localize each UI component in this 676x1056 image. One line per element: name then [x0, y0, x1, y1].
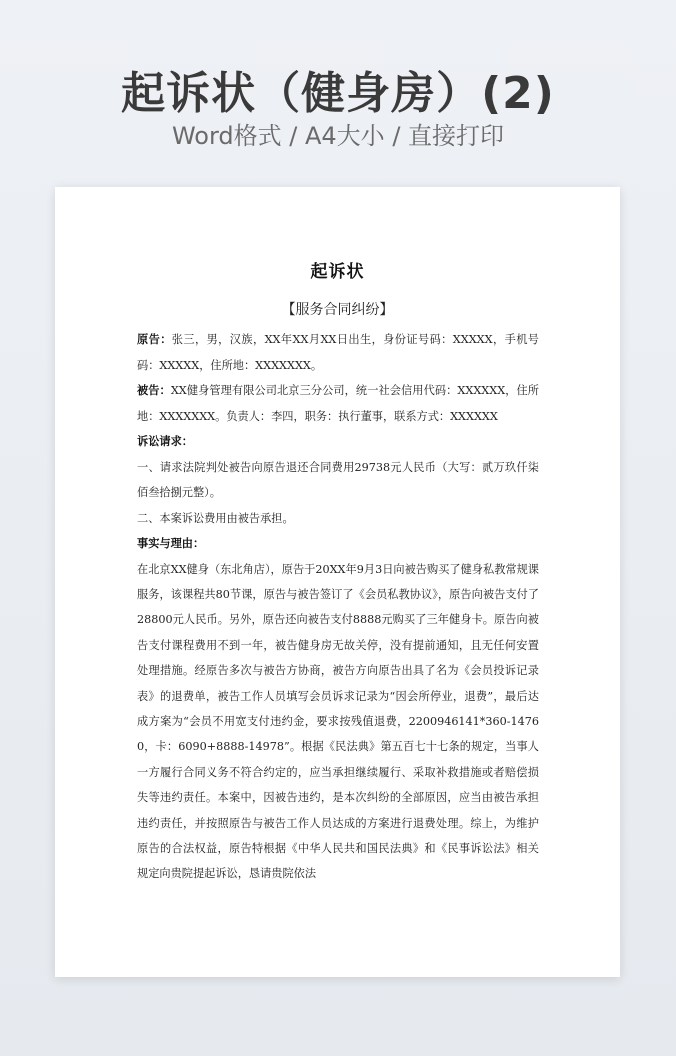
defendant-text: XX健身管理有限公司北京三分公司，统一社会信用代码：XXXXXX，住所地：XXXXXXX。负责人：李四，职务：执行董事，联系方式：XXXXXX [137, 384, 539, 423]
defendant-label: 被告： [137, 383, 171, 397]
case-type: 【服务合同纠纷】 [281, 302, 394, 318]
document-page [55, 187, 620, 977]
facts-paragraph: 在北京XX健身（东北角店），原告于20XX年9月3日向被告购买了健身私教常规课服务，该课程共80节课，原告与被告签订了《会员私教协议》，原告向被告支付了28800元人民币。另外，原告还向被告支付8888元购买了三年健身卡。原告向被告支付课程费用不到一年，被告健身房无故关停，没有提前通知，且无任何安置处理措施。经原告多次与被告方协商，被告方向原告出具了名为《会员投诉记录表》的退费单，被告工作人员填写会员诉求记录为“因会所停业，退费”，最后达成方案为“会员不用宽支付违约金，要求按残值退费，2200946141*360-14760，卡：6090+8888-14978”。根据《民法典》第五百七十七条的规定，当事人一方履行合同义务不符合约定的，应当承担继续履行、采取补救措施或者赔偿损失等违约责任。本案中，因被告违约，是本次纠纷的全部原因，应当由被告承担违约责任，并按照原告与被告工作人员达成的方案进行退费处理。综上，为维护原告的合法权益，原告特根据《中华人民共和国民法典》和《民事诉讼法》相关规定向贵院提起诉讼，恳请贵院依法 [137, 562, 539, 881]
claim-item: 二、本案诉讼费用由被告承担。 [137, 511, 294, 525]
banner-subtitle: Word格式 / A4大小 / 直接打印 [171, 122, 505, 150]
plaintiff-label: 原告： [137, 332, 172, 346]
claims-heading: 诉讼请求： [137, 434, 193, 448]
banner-title: 起诉状（健身房）(2) [121, 68, 555, 119]
claim-item: 一、请求法院判处被告向原告退还合同费用29738元人民币（大写：贰万玖仟柒佰叁拾捌元整）。 [137, 460, 539, 499]
document-title: 起诉状 [310, 262, 365, 282]
defendant-paragraph [137, 378, 539, 429]
facts-heading: 事实与理由： [137, 536, 205, 550]
plaintiff-text: 张三，男，汉族，XX年XX月XX日出生，身份证号码：XXXXX，手机号码：XXXXX，住所地：XXXXXXX。 [137, 333, 539, 372]
plaintiff-paragraph [137, 327, 539, 378]
document-body [137, 327, 539, 887]
